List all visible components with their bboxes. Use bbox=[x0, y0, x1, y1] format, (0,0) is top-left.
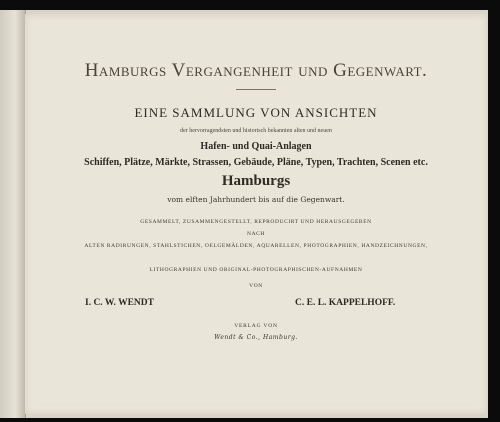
caps-line-sources: ALTEN RADIRUNGEN, STAHLSTICHEN, OELGEMÄLDEN, AQUARELLEN, PHOTOGRAPHIEN, HANDZEICHNUNGEN, bbox=[84, 243, 428, 249]
caps-line-lithographs: LITHOGRAPHIEN UND ORIGINAL-PHOTOGRAPHISCHEN-AUFNAHMEN bbox=[149, 267, 363, 273]
caps-line-after: NACH bbox=[247, 231, 265, 237]
author-kappelhoff: C. E. L. KAPPELHOFF. bbox=[295, 298, 396, 308]
title-rule bbox=[236, 89, 276, 90]
subtitle: EINE SAMMLUNG VON ANSICHTEN bbox=[134, 105, 378, 120]
page-title: Hamburgs Vergangenheit und Gegenwart. bbox=[84, 60, 428, 81]
title-page-content bbox=[25, 14, 487, 414]
verlag-label: VERLAG VON bbox=[234, 323, 278, 329]
publisher: Wendt & Co., Hamburg. bbox=[214, 334, 298, 341]
period-line: vom elften Jahrhundert bis auf die Gegenwart. bbox=[167, 195, 345, 204]
caps-line-collected: GESAMMELT, ZUSAMMENGESTELLT, REPRODUCIRT UND HERAUSGEGEBEN bbox=[140, 219, 372, 225]
title-page bbox=[25, 14, 487, 414]
bold-line-harbour: Hafen- und Quai-Anlagen bbox=[200, 141, 312, 152]
author-wendt: I. C. W. WENDT bbox=[85, 298, 154, 308]
book-spine bbox=[0, 10, 26, 418]
description-line: der hervorragendsten und historisch bekannten alten und neuen bbox=[180, 128, 332, 134]
caps-line-by: VON bbox=[249, 283, 263, 289]
city-name: Hamburgs bbox=[221, 173, 291, 189]
bold-line-subjects: Schiffen, Plätze, Märkte, Strassen, Gebäude, Pläne, Typen, Trachten, Scenen etc. bbox=[84, 157, 428, 168]
